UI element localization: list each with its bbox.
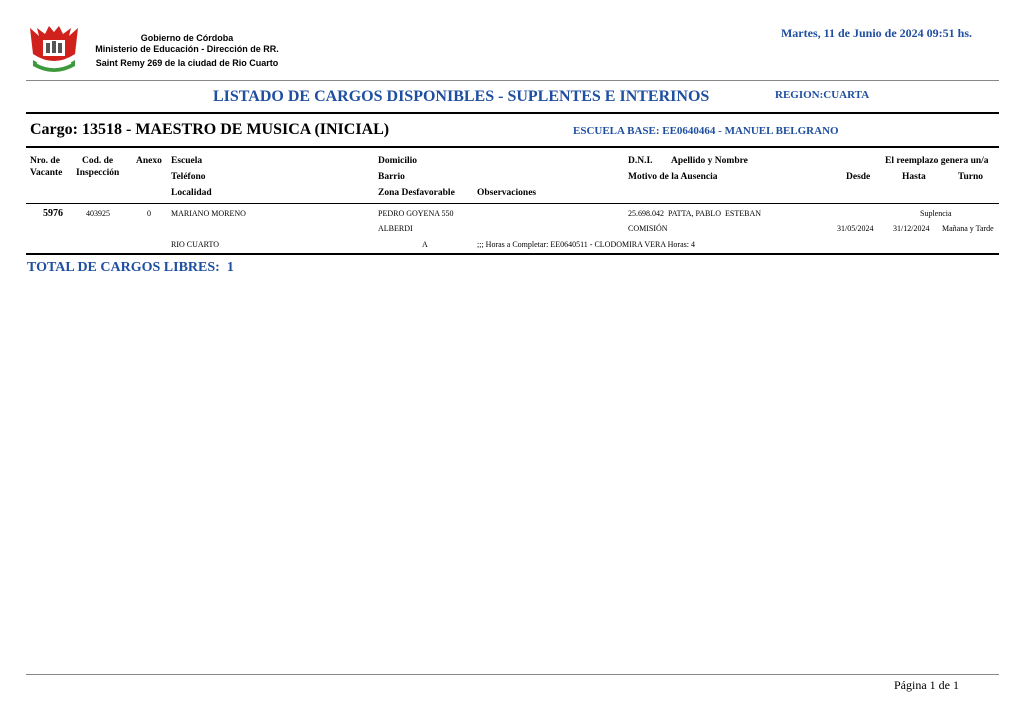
col-dni: D.N.I. [628, 156, 653, 166]
col-anexo: Anexo [136, 156, 162, 166]
cell-hasta: 31/12/2024 [893, 224, 930, 233]
col-vacante: Vacante [30, 168, 63, 178]
col-apellido: Apellido y Nombre [671, 156, 748, 166]
cell-escuela: MARIANO MORENO [171, 209, 246, 218]
report-title: LISTADO DE CARGOS DISPONIBLES - SUPLENTES E INTERINOS [213, 88, 710, 105]
col-domicilio: Domicilio [378, 156, 418, 166]
cargo-heading: Cargo: 13518 - MAESTRO DE MUSICA (INICIAL) [30, 121, 390, 138]
cell-barrio: ALBERDI [378, 224, 413, 233]
cell-cod: 403925 [86, 209, 110, 218]
cargo-divider [26, 146, 999, 148]
cell-localidad: RIO CUARTO [171, 240, 220, 249]
cell-anexo: 0 [147, 209, 151, 218]
col-motivo: Motivo de la Ausencia [628, 172, 718, 182]
org-address: Saint Remy 269 de la ciudad de Rio Cuarto [95, 58, 279, 68]
header-row-divider [26, 203, 999, 204]
total-cargos-libres: TOTAL DE CARGOS LIBRES: 1 [27, 260, 234, 275]
page-number: Página 1 de 1 [894, 678, 959, 692]
col-reemplazo: El reemplazo genera un/a [885, 156, 989, 166]
col-barrio: Barrio [378, 172, 405, 182]
col-localidad: Localidad [171, 188, 212, 198]
cell-domicilio: PEDRO GOYENA 550 [378, 209, 454, 218]
region-label: REGION:CUARTA [775, 89, 870, 101]
cell-dni-nombre: 25.698.042 PATTA, PABLO ESTEBAN [628, 209, 762, 218]
cell-nro: 5976 [43, 208, 63, 219]
col-hasta: Hasta [902, 172, 926, 182]
col-telefono: Teléfono [171, 172, 206, 182]
col-escuela: Escuela [171, 156, 203, 166]
org-ministry: Ministerio de Educación - Dirección de RR. [95, 44, 279, 54]
cell-zona: A [422, 240, 428, 249]
row-divider [26, 253, 999, 255]
escuela-base: ESCUELA BASE: EE0640464 - MANUEL BELGRANO [573, 125, 839, 137]
cell-genera: Suplencia [920, 209, 952, 218]
col-desde: Desde [846, 172, 871, 182]
org-name: Gobierno de Córdoba [140, 33, 234, 43]
col-cod: Cod. de [82, 156, 114, 166]
footer-divider [26, 674, 999, 675]
report-datetime: Martes, 11 de Junio de 2024 09:51 hs. [780, 26, 972, 40]
cell-desde: 31/05/2024 [837, 224, 874, 233]
cordoba-coat-of-arms-logo [27, 24, 81, 78]
col-turno: Turno [958, 172, 983, 182]
col-zona: Zona Desfavorable [378, 188, 455, 198]
col-inspeccion: Inspección [76, 168, 120, 178]
col-nro: Nro. de [30, 156, 60, 166]
col-observaciones: Observaciones [477, 188, 537, 198]
cell-turno: Mañana y Tarde [942, 224, 994, 233]
header-divider [26, 80, 999, 81]
title-divider [26, 112, 999, 114]
cell-observaciones: ;;; Horas a Completar: EE0640511 - CLODOMIRA VERA Horas: 4 [477, 240, 695, 249]
cell-motivo: COMISIÓN [628, 224, 668, 233]
